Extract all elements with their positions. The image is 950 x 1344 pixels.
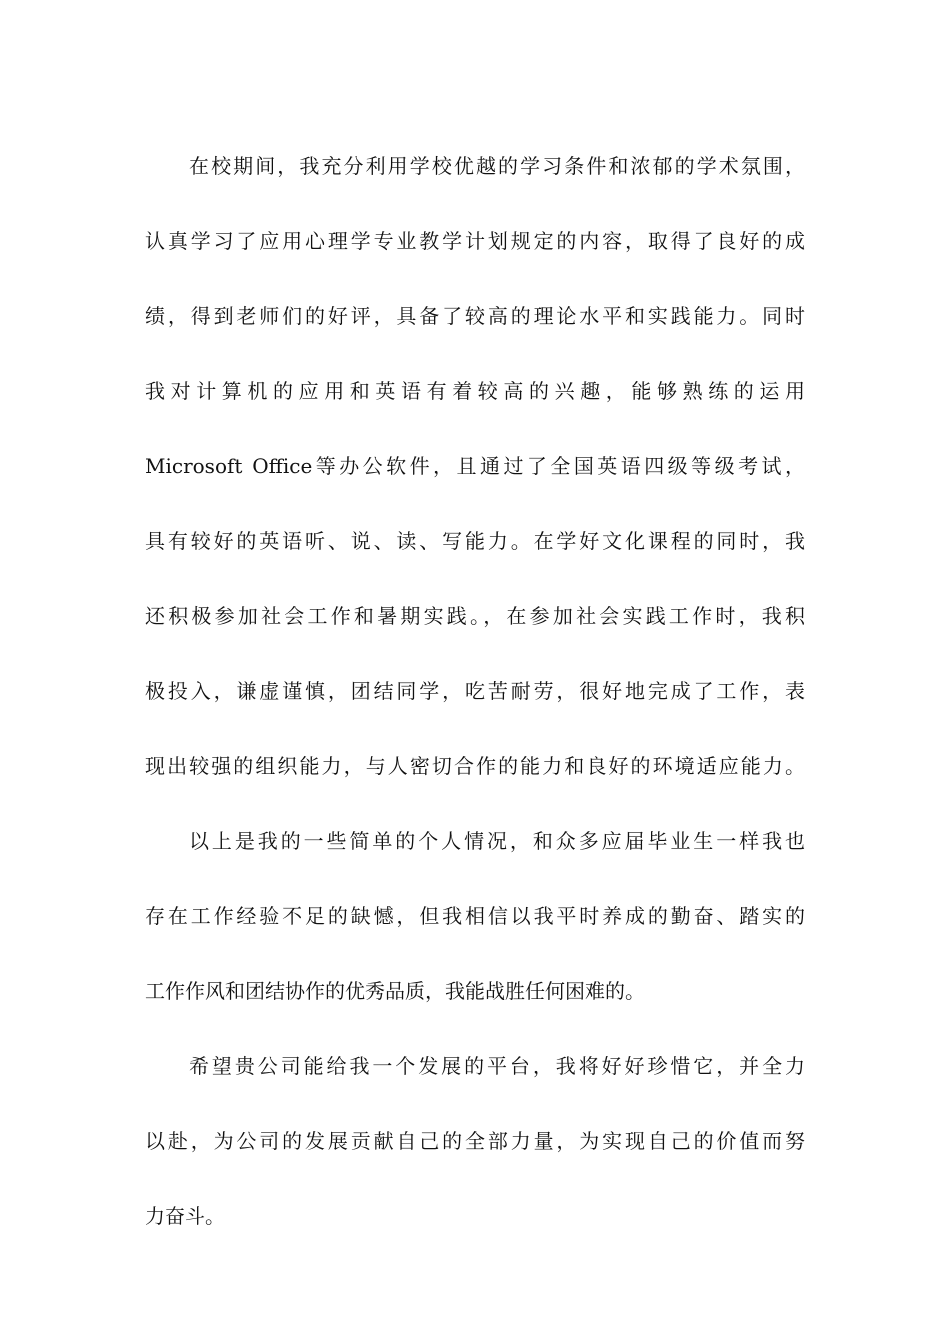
text-line: 存在工作经验不足的缺憾，但我相信以我平时养成的勤奋、踏实的 [145, 904, 805, 928]
text-line: 力奋斗。 [145, 1204, 225, 1228]
text-line: 工作作风和团结协作的优秀品质，我能战胜任何困难的。 [145, 979, 645, 1003]
text-line: 极投入，谦虚谨慎，团结同学，吃苦耐劳，很好地完成了工作，表 [145, 679, 805, 703]
text-line: 在校期间，我充分利用学校优越的学习条件和浓郁的学术氛围， [189, 154, 805, 178]
text-line: 具有较好的英语听、说、读、写能力。在学好文化课程的同时，我 [145, 529, 805, 553]
document-body [145, 129, 805, 1254]
paragraph-3 [145, 1029, 805, 1254]
text-line: 还积极参加社会工作和暑期实践。，在参加社会实践工作时，我积 [145, 604, 805, 628]
text-line: 我对计算机的应用和英语有着较高的兴趣，能够熟练的运用 [145, 379, 805, 403]
text-line: 以上是我的一些简单的个人情况，和众多应届毕业生一样我也 [189, 829, 805, 853]
text-line: 以赴，为公司的发展贡献自己的全部力量，为实现自己的价值而努 [145, 1129, 805, 1153]
text-line: 希望贵公司能给我一个发展的平台，我将好好珍惜它，并全力 [189, 1054, 805, 1078]
paragraph-2 [145, 804, 805, 1029]
text-line: 绩，得到老师们的好评，具备了较高的理论水平和实践能力。同时 [145, 304, 805, 328]
text-line: 现出较强的组织能力，与人密切合作的能力和良好的环境适应能力。 [145, 754, 805, 778]
text-line: Microsoft Office等办公软件，且通过了全国英语四级等级考试， [145, 454, 805, 478]
paragraph-1 [145, 129, 805, 804]
text-line: 认真学习了应用心理学专业教学计划规定的内容，取得了良好的成 [145, 229, 805, 253]
